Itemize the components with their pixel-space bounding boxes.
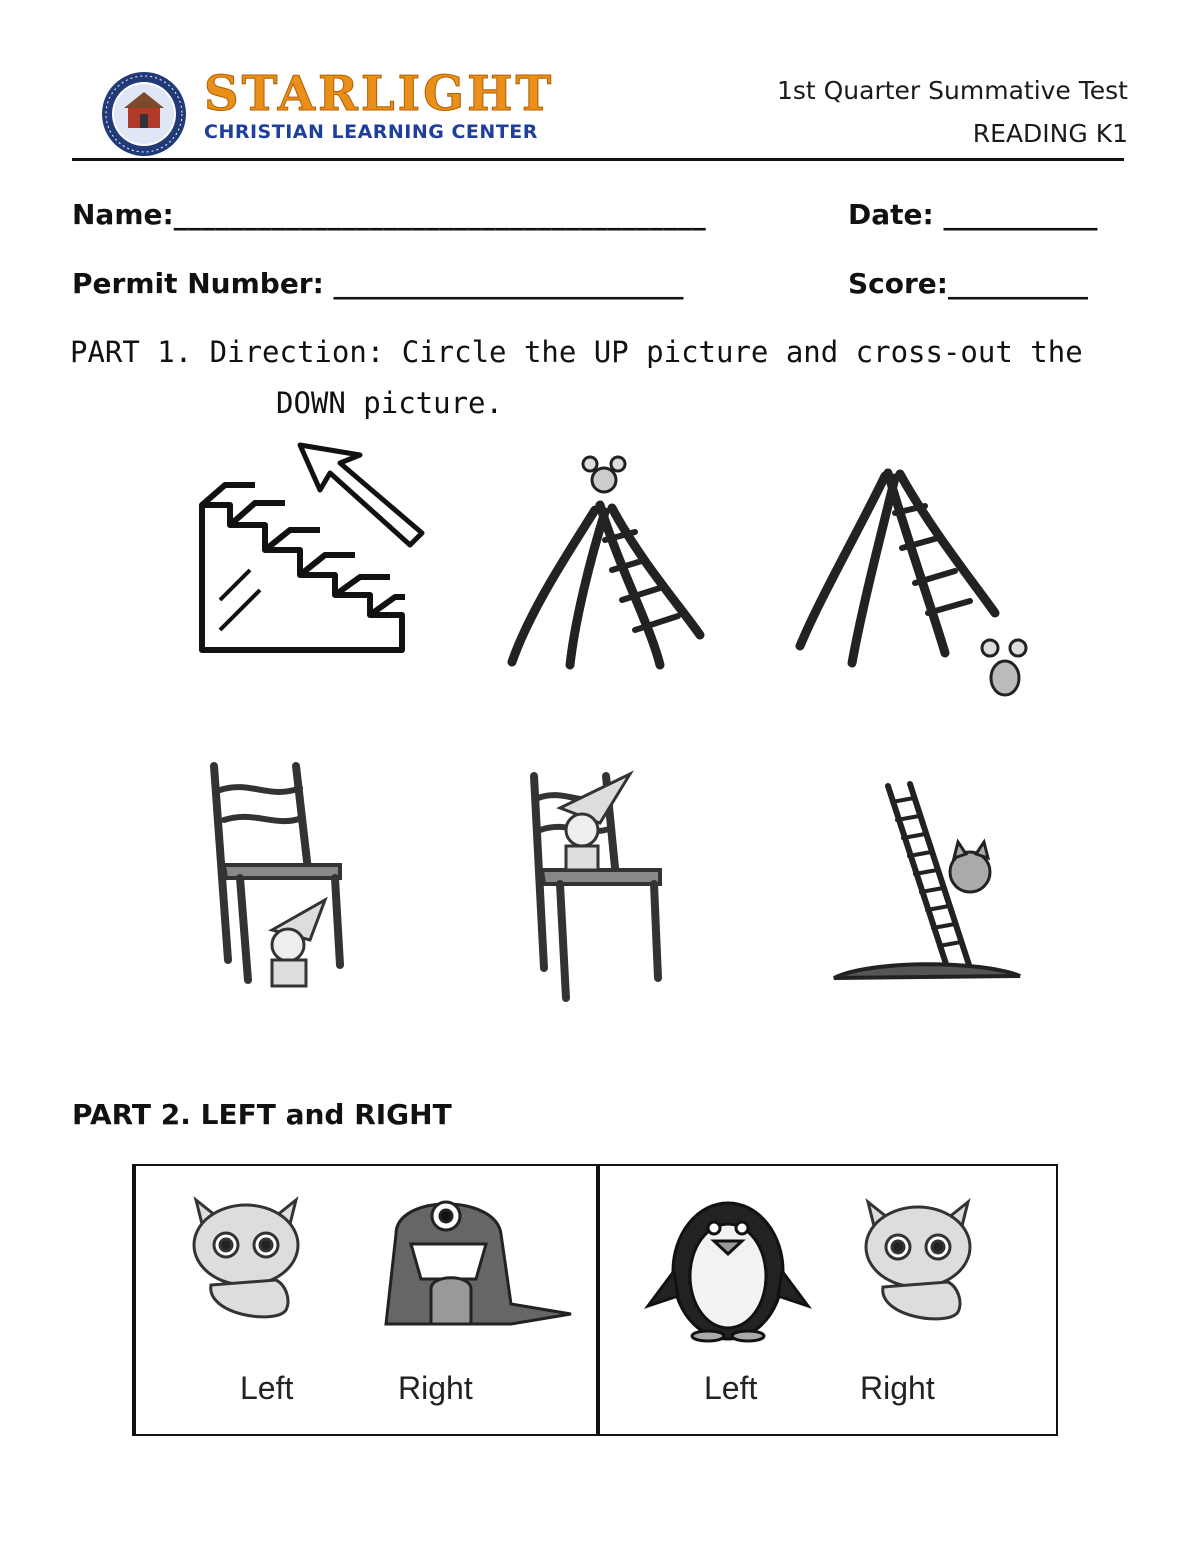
- school-logo: [98, 68, 578, 158]
- table-divider: [596, 1166, 600, 1434]
- picture-child-under-chair[interactable]: [200, 760, 360, 1000]
- test-title: 1st Quarter Summative Test: [776, 76, 1128, 105]
- picture-stairs-up[interactable]: [190, 425, 440, 665]
- logo-subtitle: CHRISTIAN LEARNING CENTER: [204, 121, 538, 143]
- left-right-table: [132, 1164, 1058, 1436]
- name-field[interactable]: Name:______________________________________: [72, 198, 706, 231]
- stairs-arrow-up-icon: [190, 425, 440, 660]
- child-on-chair-icon: [520, 768, 670, 1008]
- picture-cat-ladder[interactable]: [830, 780, 1025, 990]
- penguin-icon: [646, 1196, 811, 1341]
- picture-mouse-bottom-slide[interactable]: [790, 468, 1040, 713]
- child-under-chair-icon: [200, 760, 360, 995]
- logo-brand: STARLIGHT: [204, 66, 555, 122]
- cat-on-ladder-icon: [830, 780, 1025, 985]
- header-divider: [72, 158, 1124, 161]
- score-field[interactable]: Score:__________: [848, 267, 1088, 300]
- cell2-left-animal: [646, 1196, 811, 1346]
- cell1-right-label[interactable]: Right: [398, 1370, 473, 1406]
- part1-direction-line1: PART 1. Direction: Circle the UP picture and cross-out the: [70, 335, 1083, 369]
- mouse-top-of-slide-icon: [500, 450, 715, 675]
- cell2-left-label[interactable]: Left: [704, 1370, 758, 1406]
- cell1-left-animal: [176, 1190, 316, 1335]
- cat-icon: [848, 1192, 988, 1332]
- cell2-right-label[interactable]: Right: [860, 1370, 935, 1406]
- picture-mouse-top-slide[interactable]: [500, 450, 715, 680]
- subject-label: READING K1: [972, 119, 1128, 148]
- cell2-right-animal: [848, 1192, 988, 1337]
- permit-number-field[interactable]: Permit Number: _________________________: [72, 267, 684, 300]
- cat-icon: [176, 1190, 316, 1330]
- picture-child-on-chair[interactable]: [520, 768, 670, 1013]
- part2-title: PART 2. LEFT and RIGHT: [72, 1098, 452, 1131]
- cell1-left-label[interactable]: Left: [240, 1370, 294, 1406]
- mouse-bottom-of-slide-icon: [790, 468, 1040, 708]
- cell1-right-animal: [376, 1194, 576, 1339]
- monster-icon: [376, 1194, 576, 1334]
- part1-direction-line2: DOWN picture.: [276, 386, 503, 420]
- date-field[interactable]: Date: ___________: [848, 198, 1098, 231]
